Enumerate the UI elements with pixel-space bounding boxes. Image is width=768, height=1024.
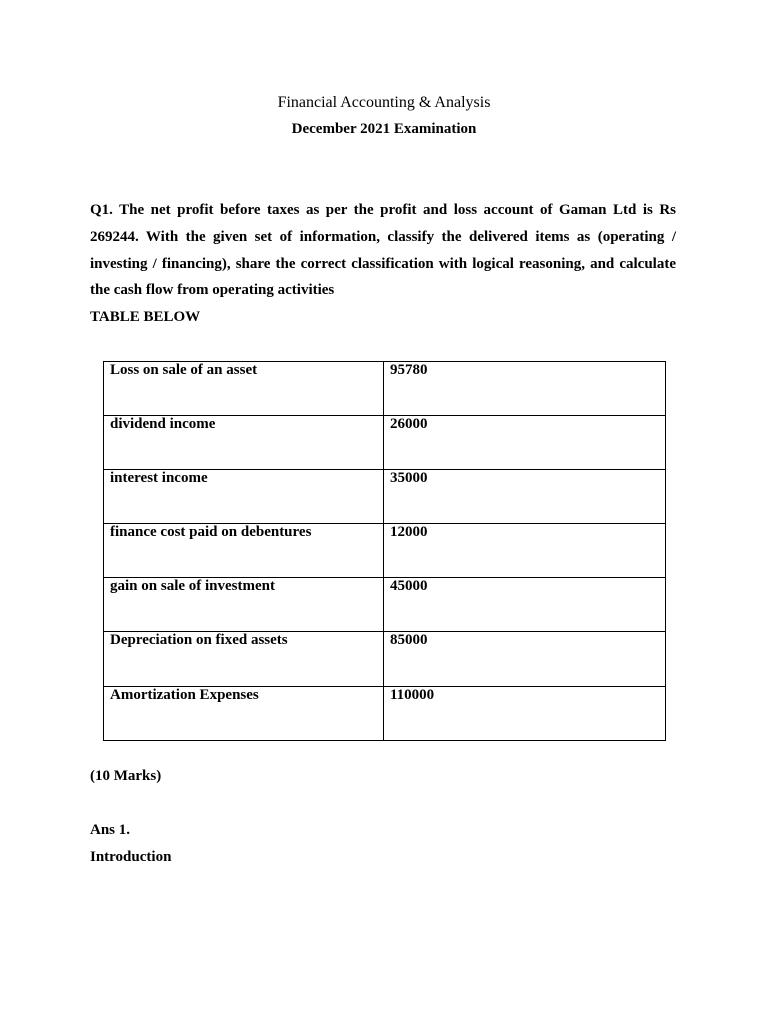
table-cell-amount: 110000 <box>390 687 435 703</box>
table-cell-item: Loss on sale of an asset <box>104 362 384 415</box>
table-cell-item: finance cost paid on debentures <box>104 524 384 577</box>
question-line: Q1. The net profit before taxes as per the profit and loss account of Gaman Ltd is Rs <box>90 202 676 218</box>
table-row <box>104 469 665 523</box>
marks-label: (10 Marks) <box>90 768 162 784</box>
question-line: the cash flow from operating activities <box>90 282 335 299</box>
table-heading: TABLE BELOW <box>90 309 201 325</box>
data-table <box>103 361 666 741</box>
question-line: 269244. With the given set of information, classify the delivered items as (operating / <box>90 228 676 245</box>
exam-subtitle: December 2021 Examination <box>291 121 477 137</box>
table-row <box>104 362 665 415</box>
table-cell-item: Depreciation on fixed assets <box>104 632 384 686</box>
table-cell-amount: 12000 <box>390 524 428 540</box>
table-cell-amount: 95780 <box>390 362 428 378</box>
table-row <box>104 523 665 577</box>
table-row <box>104 415 665 469</box>
section-heading-introduction: Introduction <box>90 849 172 865</box>
document-title: Financial Accounting & Analysis <box>277 94 491 111</box>
table-cell-item: dividend income <box>104 416 384 469</box>
table-cell-amount: 35000 <box>390 470 428 486</box>
table-row <box>104 686 665 740</box>
question-text <box>90 197 676 331</box>
table-cell-amount: 45000 <box>390 578 428 594</box>
table-cell-item: gain on sale of investment <box>104 578 384 631</box>
table-cell-item: interest income <box>104 470 384 523</box>
table-cell-amount: 85000 <box>390 632 428 648</box>
table-cell-item: Amortization Expenses <box>104 687 384 740</box>
question-line: investing / financing), share the correct classification with logical reasoning, and calculate <box>90 255 676 272</box>
table-row <box>104 577 665 631</box>
answer-label: Ans 1. <box>90 822 131 838</box>
table-row <box>104 631 665 686</box>
table-cell-amount: 26000 <box>390 416 428 432</box>
